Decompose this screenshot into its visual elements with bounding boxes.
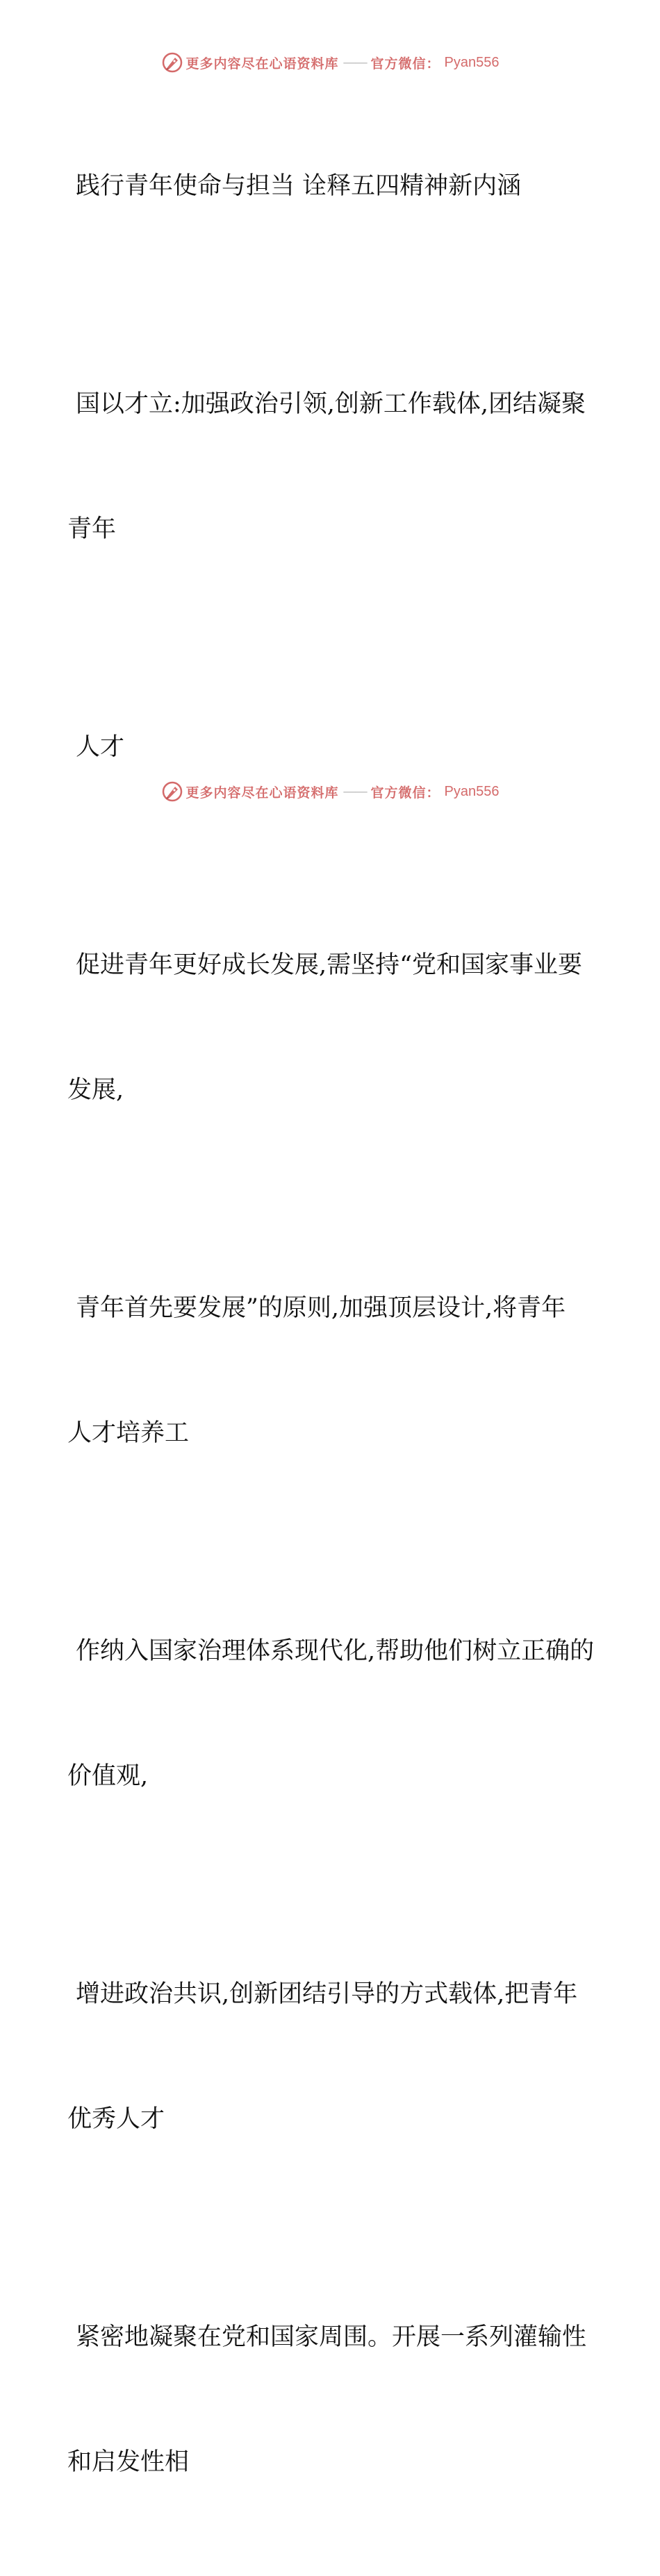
banner-slogan: 更多内容尽在心语资料库 bbox=[185, 785, 339, 801]
paragraph-line: 青年首先要发展”的原则,加强顶层设计,将青年 bbox=[76, 1294, 566, 1322]
paragraph bbox=[67, 643, 595, 851]
banner-separator: —— bbox=[343, 55, 367, 70]
banner-wechat-id: Pyan556 bbox=[444, 54, 500, 70]
banner-wechat-label: 官方微信： bbox=[370, 56, 440, 72]
paragraph-line: 人才培养工 bbox=[67, 1419, 190, 1447]
pen-nib-logo-icon bbox=[161, 780, 183, 803]
header-banner bbox=[0, 49, 660, 76]
paragraph-line: 促进青年更好成长发展,需坚持“党和国家事业要 bbox=[76, 951, 583, 979]
paragraph bbox=[67, 300, 595, 633]
paragraph-line: 国以才立:加强政治引领,创新工作载体,团结凝聚 bbox=[76, 390, 586, 418]
banner-separator: —— bbox=[343, 784, 367, 799]
paragraph-line: 和启发性相 bbox=[67, 2448, 190, 2476]
pen-nib-logo-icon bbox=[161, 51, 183, 74]
paragraph-line: 人才 bbox=[76, 733, 125, 761]
banner-wechat-label: 官方微信： bbox=[370, 785, 440, 801]
paragraph-line: 价值观, bbox=[67, 1762, 149, 1790]
banner-wechat-id: Pyan556 bbox=[444, 783, 500, 799]
paragraph bbox=[67, 1204, 595, 1537]
document-body bbox=[67, 82, 595, 2576]
paragraph-line: 作纳入国家治理体系现代化,帮助他们树立正确的 bbox=[76, 1637, 595, 1665]
paragraph-line: 优秀人才 bbox=[67, 2105, 165, 2133]
document-title bbox=[67, 82, 595, 290]
paragraph-line: 紧密地凝聚在党和国家周围。开展一系列灌输性 bbox=[76, 2323, 587, 2351]
title-line: 践行青年使命与担当 诠释五四精神新内涵 bbox=[76, 172, 522, 200]
paragraph-line: 增进政治共识,创新团结引导的方式载体,把青年 bbox=[76, 1980, 578, 2008]
footer-banner bbox=[0, 778, 660, 805]
paragraph-line: 青年 bbox=[67, 515, 117, 543]
paragraph bbox=[67, 861, 595, 1194]
paragraph bbox=[67, 1547, 595, 1880]
paragraph bbox=[67, 2233, 595, 2566]
banner-slogan: 更多内容尽在心语资料库 bbox=[185, 56, 339, 72]
paragraph bbox=[67, 1890, 595, 2223]
paragraph-line: 发展, bbox=[67, 1076, 124, 1104]
